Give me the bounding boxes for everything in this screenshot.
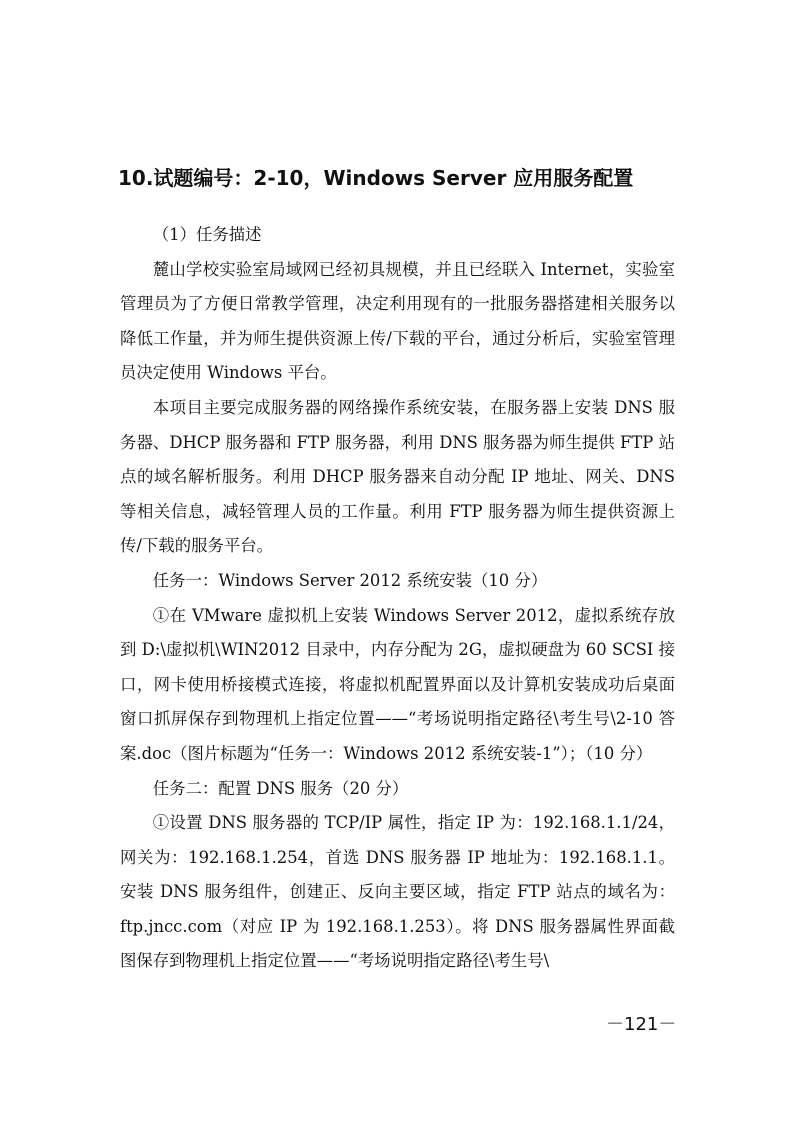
paragraph-background: 麓山学校实验室局域网已经初具规模，并且已经联入 Internet，实验室管理员为了方便日常教学管理，决定利用现有的一批服务器搭建相关服务以降低工作量，并为师生提供资源上传/下载的平台，通过分析后，实验室管理员决定使用 Windows 平台。 <box>120 259 675 383</box>
exercise-title: 10.试题编号：2-10，Windows Server 应用服务配置 <box>118 166 634 190</box>
section-heading-task-description: （1）任务描述 <box>152 225 262 244</box>
task-one-heading: 任务一：Windows Server 2012 系统安装（10 分） <box>152 570 548 590</box>
task-one-step-1: ①在 VMware 虚拟机上安装 Windows Server 2012，虚拟系统存放到 D:\虚拟机\WIN2012 目录中，内存分配为 2G，虚拟硬盘为 60 SCSI 接口，网卡使用桥接模式连接，将虚拟机配置界面以及计算机安装成功后桌面窗口抓屏保存到物理机上指定位置——“考场说明指定路径\考生号\2-10 答案.doc（图片标题为“任务一：Windows 2012 系统安装-1”）；（10 分） <box>120 605 675 763</box>
paragraph-project-scope: 本项目主要完成服务器的网络操作系统安装，在服务器上安装 DNS 服务器、DHCP 服务器和 FTP 服务器，利用 DNS 服务器为师生提供 FTP 站点的域名解析服务。利用 DHCP 服务器来自动分配 IP 地址、网关、DNS 等相关信息，减轻管理人员的工作量。利用 FTP 服务器为师生提供资源上传/下载的服务平台。 <box>120 397 675 556</box>
task-two-heading: 任务二：配置 DNS 服务（20 分） <box>152 778 409 798</box>
document-body <box>120 218 675 979</box>
task-two-step-1: ①设置 DNS 服务器的 TCP/IP 属性，指定 IP 为：192.168.1.1/24，网关为：192.168.1.254，首选 DNS 服务器 IP 地址为：192.168.1.1。安装 DNS 服务组件，创建正、反向主要区域，指定 FTP 站点的域名为：ftp.jncc.com（对应 IP 为 192.168.1.253）。将 DNS 服务器属性界面截图保存到物理机上指定位置——“考场说明指定路径\考生号\ <box>120 813 675 971</box>
page-number: －121－ <box>606 1014 677 1035</box>
